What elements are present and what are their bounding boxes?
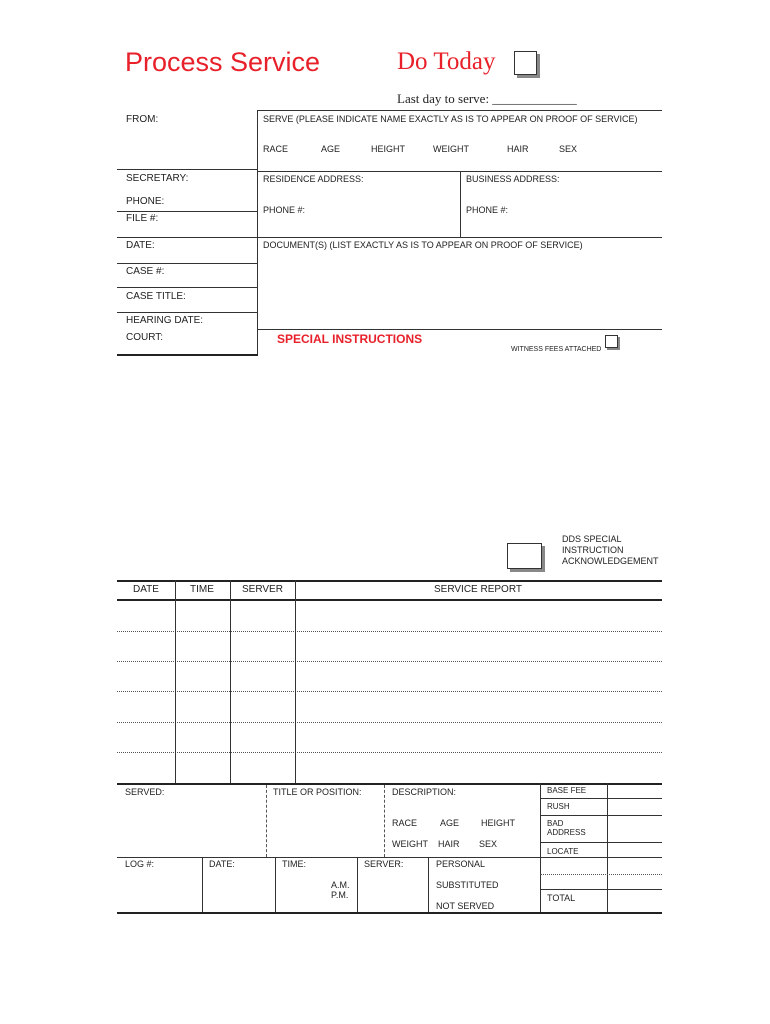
fee-locate-label: LOCATE [547,847,579,856]
fee-rush-label: RUSH [547,802,570,811]
residence-phone-label: PHONE #: [263,205,306,215]
bottom-height-label: HEIGHT [481,818,516,828]
form-title: Process Service [125,47,321,77]
serve-height-label: HEIGHT [371,144,406,154]
status-substituted: SUBSTITUTED [436,880,499,890]
bottom-hair-label: HAIR [438,839,460,849]
case-title-label: CASE TITLE: [126,291,186,302]
do-today-label: Do Today [397,48,496,75]
serve-weight-label: WEIGHT [433,144,469,154]
last-day-to-serve: Last day to serve: _____________ [397,91,577,106]
log-server-label: SERVER: [364,859,404,869]
do-today-checkbox[interactable] [514,51,537,75]
serve-age-label: AGE [321,144,341,154]
bottom-race-label: RACE [392,818,418,828]
log-date-label: DATE: [209,859,235,869]
case-number-label: CASE #: [126,266,165,277]
file-label: FILE #: [126,213,159,224]
report-table-top [117,580,662,582]
log-number-label: LOG #: [125,859,155,869]
secretary-label: SECRETARY: [126,173,189,184]
business-address-label: BUSINESS ADDRESS: [466,174,560,184]
dds-line-1: DDS SPECIAL [562,534,622,544]
report-header-date: DATE [133,584,159,595]
fee-bad-address-label-1: BAD [547,819,564,828]
dds-line-3: ACKNOWLEDGEMENT [562,556,659,566]
description-label: DESCRIPTION: [392,787,457,797]
fee-bad-address-label-2: ADDRESS [547,828,586,837]
fee-total-label: TOTAL [547,893,576,903]
dds-acknowledgement-checkbox[interactable] [507,543,542,569]
bottom-age-label: AGE [440,818,460,828]
witness-fees-checkbox[interactable] [605,335,618,348]
phone-label: PHONE: [126,196,165,207]
title-position-label: TITLE OR POSITION: [273,787,362,797]
serve-race-label: RACE [263,144,289,154]
date-label: DATE: [126,240,155,251]
report-header-service-report: SERVICE REPORT [434,584,522,595]
report-header-server: SERVER [242,584,283,595]
bottom-sex-label: SEX [479,839,498,849]
serve-instruction: SERVE (PLEASE INDICATE NAME EXACTLY AS IS TO APPEAR ON PROOF OF SERVICE) [263,114,638,124]
business-phone-label: PHONE #: [466,205,509,215]
bottom-weight-label: WEIGHT [392,839,428,849]
served-label: SERVED: [125,787,165,797]
log-time-label: TIME: [282,859,306,869]
fee-base-label: BASE FEE [547,786,587,795]
special-instructions-title: SPECIAL INSTRUCTIONS [277,332,423,346]
documents-label: DOCUMENT(S) (LIST EXACTLY AS IS TO APPEAR ON PROOF OF SERVICE) [263,240,583,250]
serve-sex-label: SEX [559,144,578,154]
time-am-label: A.M. [331,880,350,890]
dds-line-2: INSTRUCTION [562,545,624,555]
court-label: COURT: [126,332,164,343]
serve-hair-label: HAIR [507,144,529,154]
report-header-time: TIME [190,584,214,595]
time-pm-label: P.M. [331,890,349,900]
status-not-served: NOT SERVED [436,901,495,911]
from-label: FROM: [126,114,159,125]
residence-address-label: RESIDENCE ADDRESS: [263,174,364,184]
hearing-date-label: HEARING DATE: [126,315,204,326]
witness-fees-label: WITNESS FEES ATTACHED [511,346,602,353]
status-personal: PERSONAL [436,859,486,869]
